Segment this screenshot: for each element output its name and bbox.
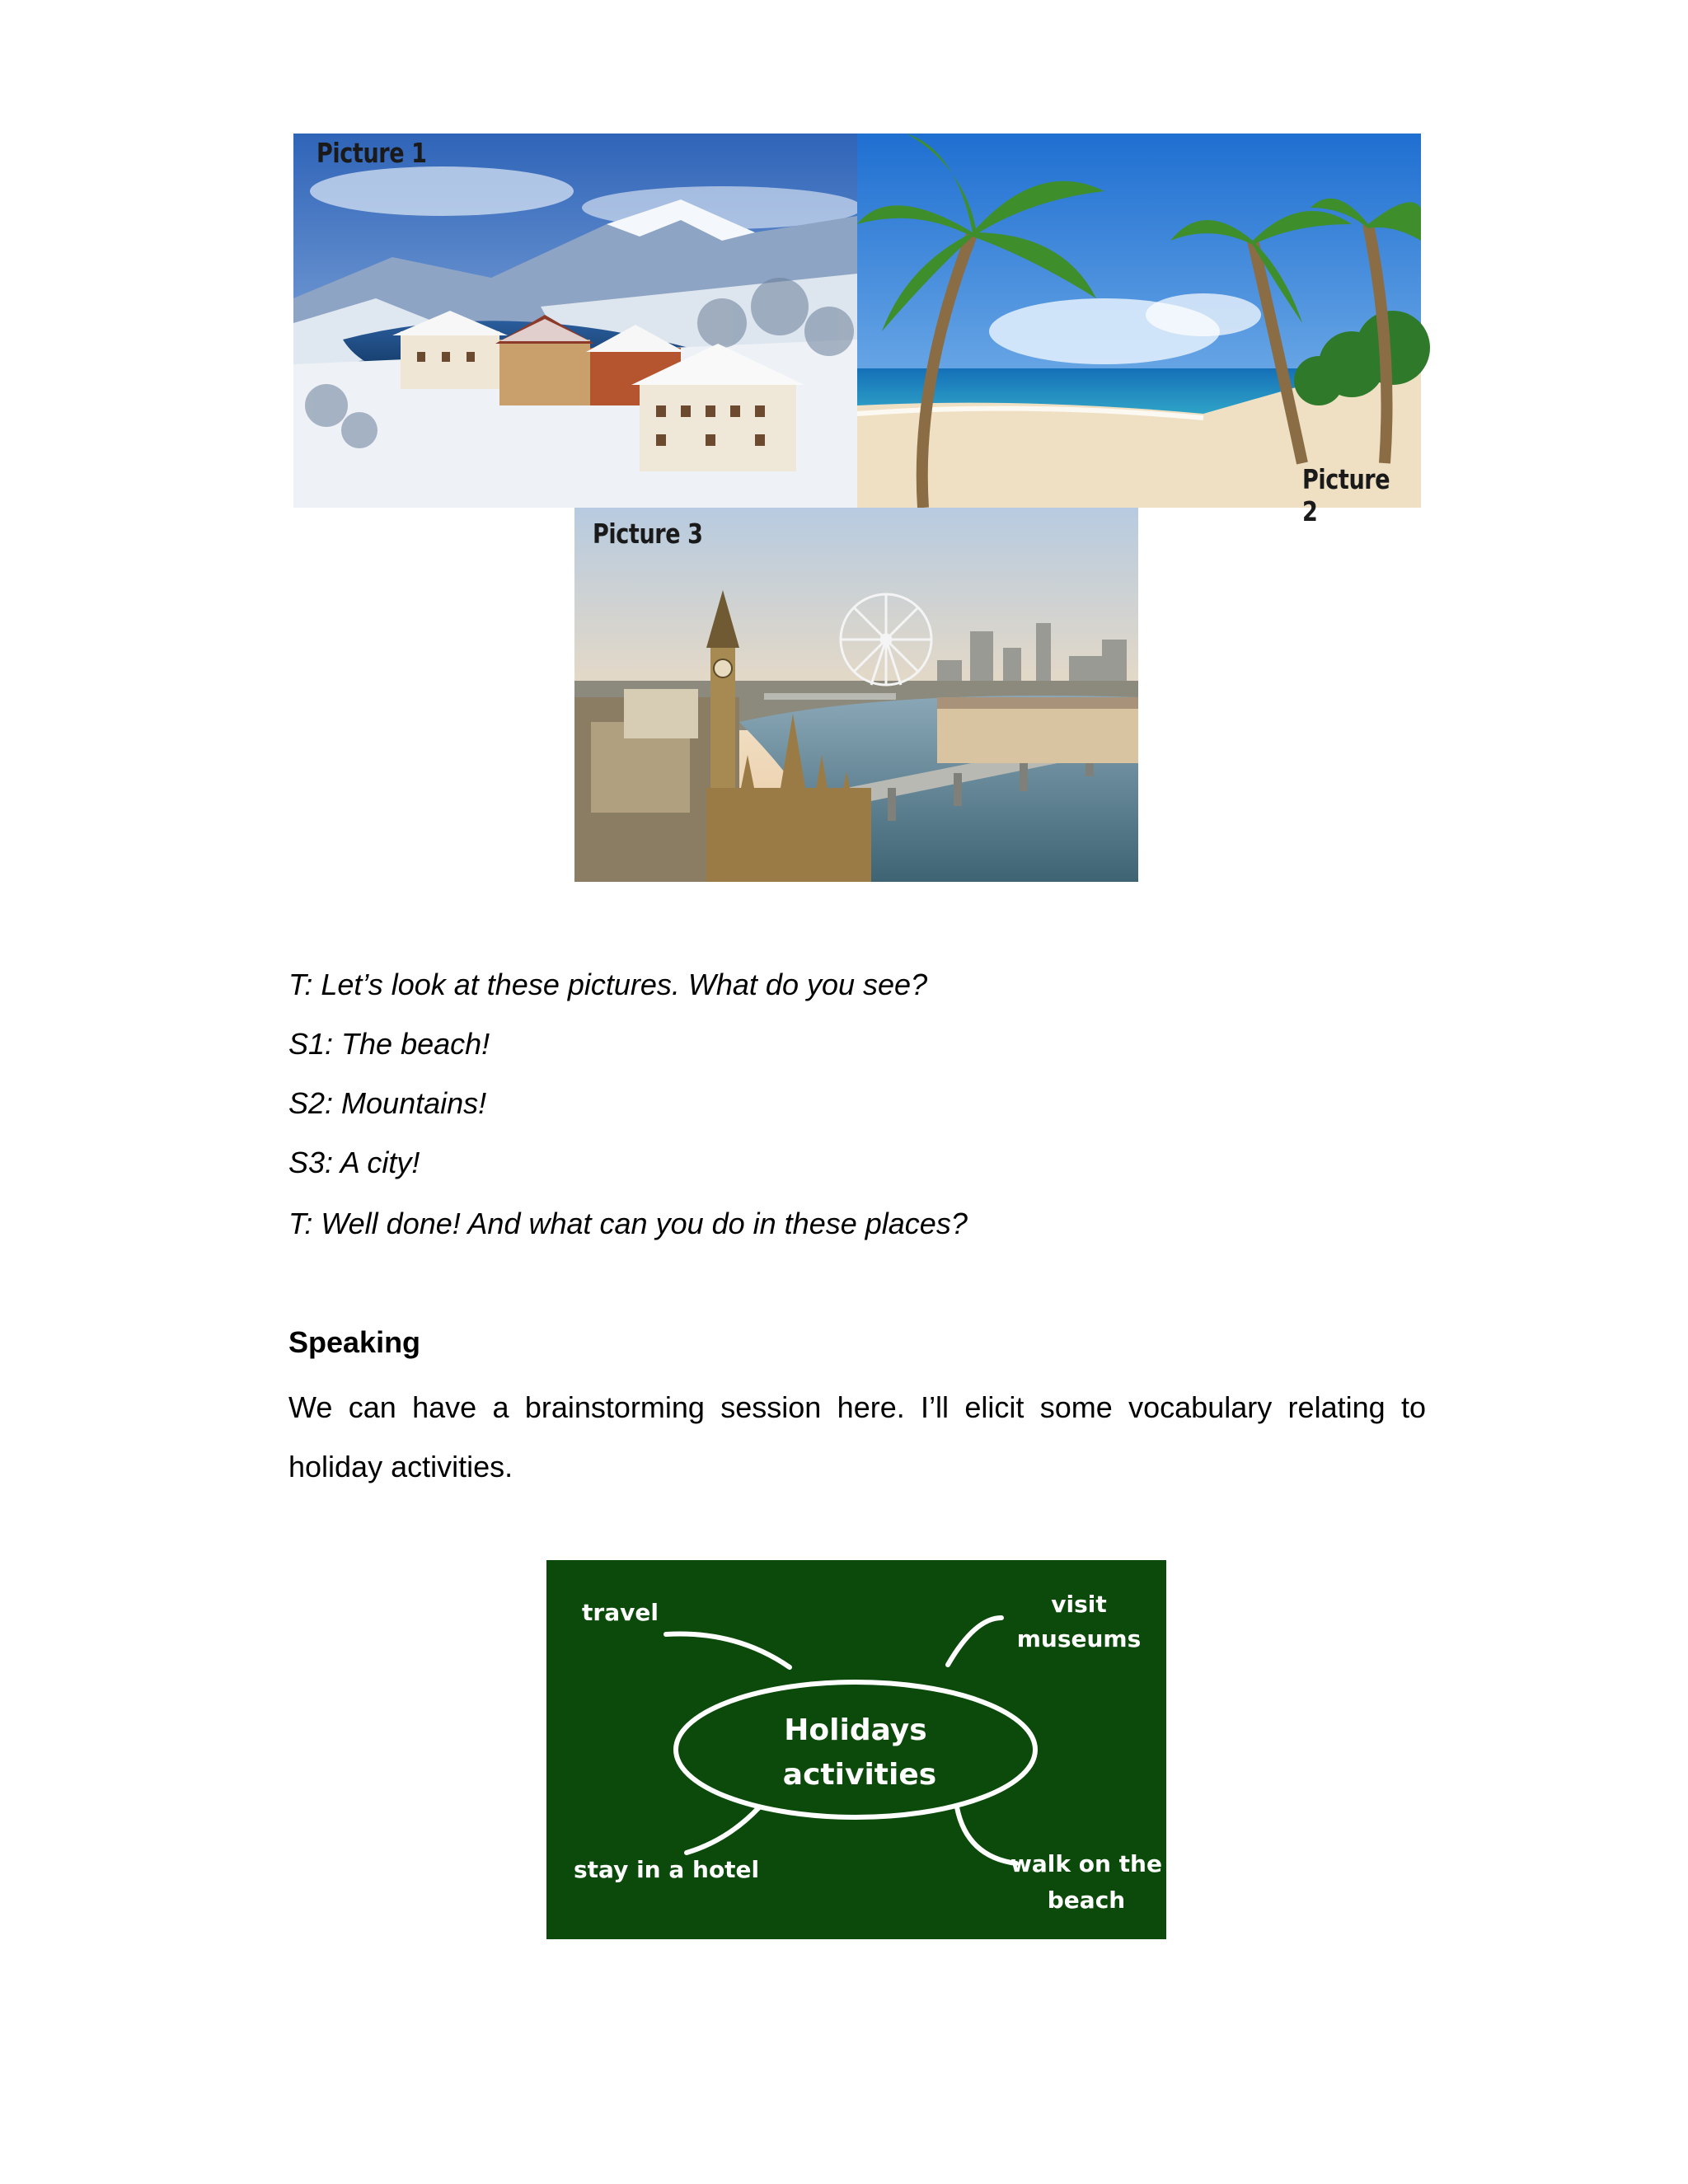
mindmap-center-line2: activities — [782, 1758, 937, 1792]
section-paragraph: We can have a brainstorming session here. I’ll elicit some vocabulary relating to holiday activities. — [288, 1390, 1426, 1483]
dialogue-line-3: S2: Mountains! — [288, 1086, 487, 1120]
mindmap-travel: travel — [582, 1599, 659, 1626]
mindmap-center-line1: Holidays — [784, 1713, 927, 1747]
mindmap-diagram — [546, 1560, 1166, 1939]
ferris-wheel — [841, 594, 931, 685]
mindmap-visit: visit — [1051, 1591, 1107, 1618]
mindmap-beach: beach — [1047, 1886, 1126, 1914]
picture-2 — [857, 134, 1421, 527]
picture-2-label: Picture 2 — [1302, 463, 1390, 527]
picture-3-label: Picture 3 — [593, 518, 703, 550]
city-image — [574, 508, 1138, 882]
beach-image — [857, 134, 1421, 508]
dialogue-line-2: S1: The beach! — [288, 1027, 490, 1061]
mindmap-board — [546, 1560, 1166, 1939]
dialogue-line-4: S3: A city! — [288, 1146, 420, 1179]
picture-3 — [574, 508, 1138, 882]
picture-1-label: Picture 1 — [316, 137, 427, 169]
mindmap-stay-hotel: stay in a hotel — [574, 1856, 760, 1883]
mindmap-museums: museums — [1016, 1625, 1142, 1652]
dialogue-line-5: T: Well done! And what can you do in these places? — [288, 1207, 968, 1240]
section-heading: Speaking — [288, 1325, 421, 1359]
mindmap-walk-on-the: walk on the — [1010, 1850, 1162, 1877]
snowy-mountain-image — [293, 134, 857, 508]
dialogue-line-1: T: Let’s look at these pictures. What do you see? — [288, 968, 928, 1001]
picture-1 — [293, 134, 857, 508]
